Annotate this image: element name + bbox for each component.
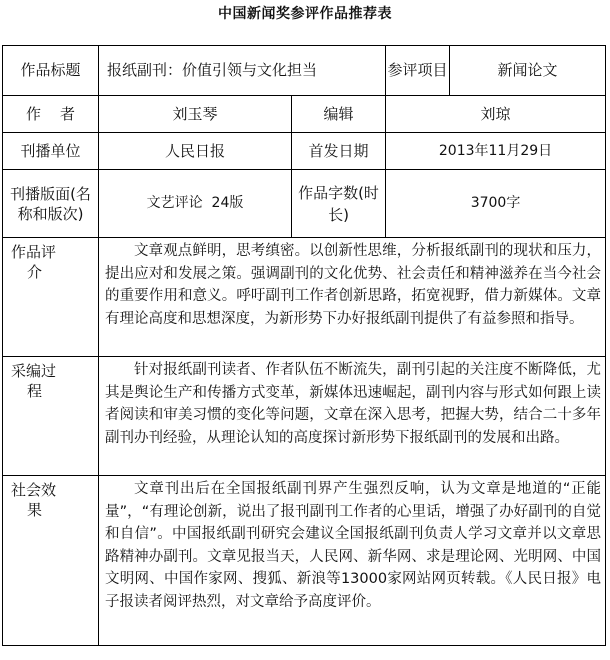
label-evaluation-line1: 作品评 xyxy=(11,243,57,261)
label-process-line2: 程 xyxy=(27,382,43,400)
label-editor: 编辑 xyxy=(292,96,386,133)
author-value: 刘玉琴 xyxy=(99,96,292,133)
label-evaluation-line2: 介 xyxy=(27,263,43,281)
label-section: 刊播版面(名称和版次) xyxy=(3,170,99,238)
label-length: 作品字数(时长) xyxy=(292,170,386,238)
label-publishing-unit: 刊播单位 xyxy=(3,133,99,170)
table-row-evaluation xyxy=(3,238,606,357)
work-title-value: 报纸副刊：价值引领与文化担当 xyxy=(99,46,386,96)
label-author: 作 者 xyxy=(3,96,99,133)
label-work-title: 作品标题 xyxy=(3,46,99,96)
page-title: 中国新闻奖参评作品推荐表 xyxy=(218,6,392,22)
effect-text: 文章刊出后在全国报纸副刊界产生强烈反响，认为文章是地道的“正能量”，“有理论创新，说出了报刊副刊工作者的心里话，增强了办好副刊的自觉和自信”。中国报纸副刊研究会建议全国报纸副刊负责人学习文章并以文章思路精神办副刊。文章见报当天，人民网、新华网、求是理论网、光明网、中国文明网、中国作家网、搜狐、新浪等13000家网站网页转载。《人民日报》电子报读者阅评热烈，对文章给予高度评价。 xyxy=(99,476,606,646)
process-text: 针对报纸副刊读者、作者队伍不断流失，副刊引起的关注度不断降低，尤其是舆论生产和传播方式变革，新媒体迅速崛起，副刊内容与形式如何跟上读者阅读和审美习惯的变化等问题，文章在深入思考，把握大势，结合二十多年副刊办刊经验，从理论认知的高度探讨新形势下报纸副刊的发展和出路。 xyxy=(99,357,606,476)
table-row-unit xyxy=(3,133,606,170)
label-effect-line2: 果 xyxy=(27,501,43,519)
table-row-title xyxy=(3,46,606,96)
publishing-unit-value: 人民日报 xyxy=(99,133,292,170)
label-first-date: 首发日期 xyxy=(292,133,386,170)
label-evaluation xyxy=(3,238,99,357)
evaluation-text: 文章观点鲜明，思考缜密。以创新性思维，分析报纸副刊的现状和压力，提出应对和发展之策。强调副刊的文化优势、社会责任和精神滋养在当今社会的重要作用和意义。呼吁副刊工作者创新思路，拓宽视野，借力新媒体。文章有理论高度和思想深度，为新形势下办好报纸副刊提供了有益参照和指导。 xyxy=(99,238,606,357)
editor-value: 刘琼 xyxy=(386,96,606,133)
length-value: 3700字 xyxy=(386,170,606,238)
table-row-author xyxy=(3,96,606,133)
table-row-effect xyxy=(3,476,606,646)
recommendation-form-table xyxy=(2,45,606,646)
table-row-process xyxy=(3,357,606,476)
table-row-section xyxy=(3,170,606,238)
label-process-line1: 采编过 xyxy=(11,362,57,380)
first-date-value: 2013年11月29日 xyxy=(386,133,606,170)
label-category: 参评项目 xyxy=(386,46,450,96)
label-effect-line1: 社会效 xyxy=(11,481,57,499)
category-value: 新闻论文 xyxy=(450,46,606,96)
label-effect xyxy=(3,476,99,646)
label-process xyxy=(3,357,99,476)
section-value: 文艺评论 24版 xyxy=(99,170,292,238)
